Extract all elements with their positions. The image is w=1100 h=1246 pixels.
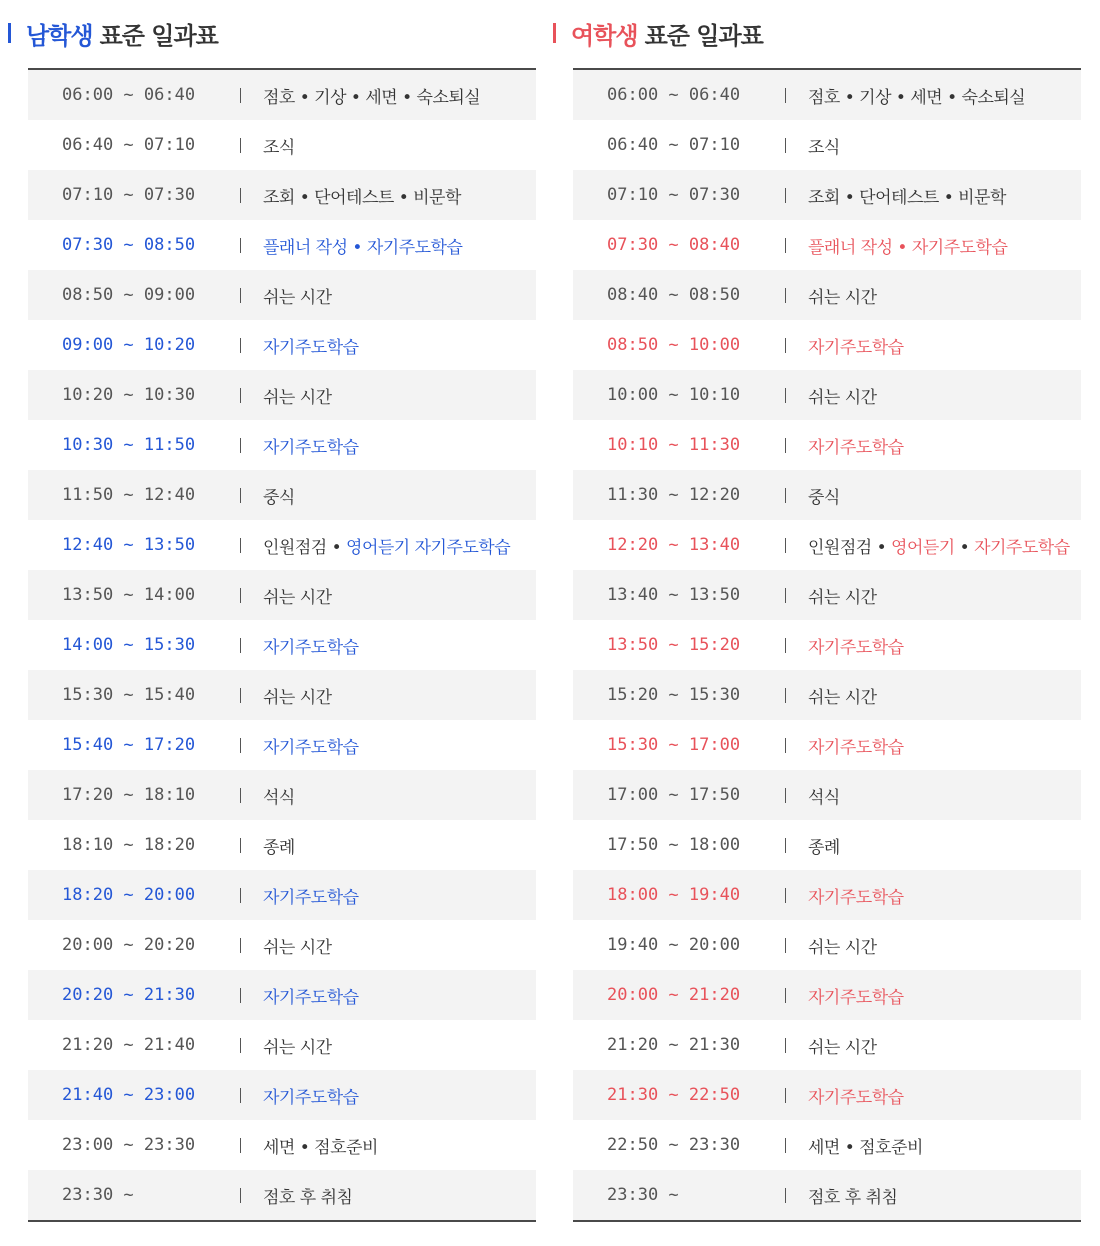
activity-text: 쉬는 시간 [263,387,332,408]
activity [808,783,840,808]
time-range: 17:50 ~ 18:00 [607,835,741,855]
female-schedule-row [573,670,1081,720]
male-schedule-row [28,420,536,470]
activity [263,783,295,808]
activity-text: 쉬는 시간 [808,687,877,708]
time-range: 12:40 ~ 13:50 [62,535,196,555]
activity [808,433,904,458]
activity [263,933,332,958]
activity-text: 쉬는 시간 [263,937,332,958]
column-divider [240,988,241,1003]
activity [808,133,840,158]
column-divider [240,1088,241,1103]
time-range: 14:00 ~ 15:30 [62,635,196,655]
time-range: 15:40 ~ 17:20 [62,735,196,755]
column-divider [785,88,786,103]
activity-text: 중식 [808,487,840,508]
male-schedule-table [28,68,536,1222]
female-schedule-row [573,870,1081,920]
column-divider [785,438,786,453]
column-divider [240,1138,241,1153]
activity [263,683,332,708]
female-schedule-row [573,620,1081,670]
female-schedule-title [553,15,763,51]
female-schedule-row [573,820,1081,870]
column-divider [240,838,241,853]
male-schedule-row [28,920,536,970]
activity-text: 종례 [808,837,840,858]
activity [808,333,904,358]
female-schedule-row [573,1120,1081,1170]
time-range: 18:20 ~ 20:00 [62,885,196,905]
activity-text: 자기주도학습 [808,987,904,1008]
activity-text: 점호 후 취침 [263,1187,353,1208]
activity [263,1133,378,1158]
activity [808,533,1070,558]
female-schedule-row [573,270,1081,320]
activity [808,1083,904,1108]
time-range: 20:00 ~ 21:20 [607,985,741,1005]
time-range: 07:10 ~ 07:30 [62,185,196,205]
activity [808,483,840,508]
activity [808,633,904,658]
time-range: 17:00 ~ 17:50 [607,785,741,805]
male-schedule-row [28,1170,536,1220]
time-range: 06:00 ~ 06:40 [62,85,196,105]
activity-text: 석식 [263,787,295,808]
male-schedule-row [28,670,536,720]
female-schedule-row [573,570,1081,620]
activity-text: 자기주도학습 [263,737,359,758]
activity-text: 쉬는 시간 [263,587,332,608]
time-range: 11:50 ~ 12:40 [62,485,196,505]
activity-text: 점호 • 기상 • 세면 • 숙소퇴실 [263,87,481,108]
male-schedule-row [28,870,536,920]
column-divider [785,588,786,603]
activity [808,583,877,608]
column-divider [240,88,241,103]
female-schedule-row [573,220,1081,270]
time-range: 21:30 ~ 22:50 [607,1085,741,1105]
activity-text: 조회 • 단어테스트 • 비문학 [263,187,461,208]
activity-text: 쉬는 시간 [263,687,332,708]
male-schedule-row [28,770,536,820]
activity-text: 조회 • 단어테스트 • 비문학 [808,187,1006,208]
female-schedule-row [573,420,1081,470]
column-divider [785,888,786,903]
activity [263,433,359,458]
activity-text: 자기주도학습 [808,887,904,908]
column-divider [785,938,786,953]
male-schedule-row [28,320,536,370]
male-schedule-row [28,970,536,1020]
time-range: 06:40 ~ 07:10 [607,135,741,155]
male-schedule-title [8,15,218,51]
time-range: 21:20 ~ 21:30 [607,1035,741,1055]
activity-text: 쉬는 시간 [808,937,877,958]
female-schedule-row [573,1020,1081,1070]
activity [263,233,462,258]
activity-text: 쉬는 시간 [808,1037,877,1058]
female-schedule-row [573,370,1081,420]
female-title-rest: 표준 일과표 [644,21,763,50]
activity-text: 자기주도학습 [263,637,359,658]
activity [263,1183,352,1208]
activity [808,1033,877,1058]
female-schedule-row [573,720,1081,770]
column-divider [240,788,241,803]
activity [808,383,877,408]
activity [263,333,359,358]
time-range: 13:50 ~ 15:20 [607,635,741,655]
column-divider [785,1138,786,1153]
column-divider [785,488,786,503]
activity-prefix: 인원점검 • [263,537,347,558]
activity-text: 조식 [808,137,840,158]
activity-text: 석식 [808,787,840,808]
time-range: 18:00 ~ 19:40 [607,885,741,905]
column-divider [785,1038,786,1053]
activity-text: 쉬는 시간 [263,1037,332,1058]
female-schedule-row [573,470,1081,520]
activity [263,583,332,608]
male-schedule-row [28,470,536,520]
column-divider [240,238,241,253]
activity [808,233,1007,258]
column-divider [240,288,241,303]
female-schedule-row [573,170,1081,220]
activity [263,83,480,108]
column-divider [240,688,241,703]
column-divider [785,988,786,1003]
female-schedule-row [573,120,1081,170]
time-range: 19:40 ~ 20:00 [607,935,741,955]
time-range: 20:20 ~ 21:30 [62,985,196,1005]
activity [263,633,359,658]
time-range: 11:30 ~ 12:20 [607,485,741,505]
activity-text: 중식 [263,487,295,508]
column-divider [240,388,241,403]
activity-text: 자기주도학습 [808,737,904,758]
time-range: 23:00 ~ 23:30 [62,1135,196,1155]
female-schedule-row [573,70,1081,120]
column-divider [240,1188,241,1203]
male-schedule-row [28,170,536,220]
column-divider [240,438,241,453]
activity [263,383,332,408]
time-range: 18:10 ~ 18:20 [62,835,196,855]
female-schedule-row [573,320,1081,370]
activity-text: 자기주도학습 [263,337,359,358]
female-schedule-row [573,1070,1081,1120]
activity-text: 영어듣기 자기주도학습 [346,537,511,558]
column-divider [785,138,786,153]
column-divider [240,138,241,153]
activity [808,833,840,858]
column-divider [785,638,786,653]
male-schedule-row [28,520,536,570]
activity-text: 플래너 작성 • 자기주도학습 [263,237,463,258]
column-divider [785,838,786,853]
time-range: 23:30 ~ [607,1185,679,1205]
activity [263,133,295,158]
time-range: 21:40 ~ 23:00 [62,1085,196,1105]
time-range: 20:00 ~ 20:20 [62,935,196,955]
activity-text: 자기주도학습 [263,987,359,1008]
activity-text: 자기주도학습 [263,887,359,908]
female-schedule-row [573,920,1081,970]
female-schedule-row [573,1170,1081,1220]
column-divider [785,288,786,303]
column-divider [785,338,786,353]
activity-text: 자기주도학습 [808,337,904,358]
column-divider [240,588,241,603]
activity-text: 쉬는 시간 [263,287,332,308]
column-divider [240,488,241,503]
column-divider [240,888,241,903]
column-divider [785,1188,786,1203]
activity [263,183,461,208]
female-schedule-row [573,970,1081,1020]
activity [263,283,332,308]
time-range: 08:50 ~ 10:00 [607,335,741,355]
activity-text: 자기주도학습 [808,637,904,658]
activity-suffix: 자기주도학습 [974,537,1070,558]
activity [808,883,904,908]
activity-text: 자기주도학습 [808,1087,904,1108]
time-range: 13:40 ~ 13:50 [607,585,741,605]
female-schedule-row [573,770,1081,820]
activity [263,1033,332,1058]
activity [808,83,1025,108]
time-range: 21:20 ~ 21:40 [62,1035,196,1055]
activity-text: 자기주도학습 [263,437,359,458]
male-schedule-row [28,370,536,420]
male-schedule-row [28,720,536,770]
activity [263,1083,359,1108]
activity-text: 쉬는 시간 [808,587,877,608]
activity [808,983,904,1008]
activity [263,483,295,508]
time-range: 10:10 ~ 11:30 [607,435,741,455]
column-divider [785,538,786,553]
activity-text: 세면 • 점호준비 [808,1137,923,1158]
time-range: 13:50 ~ 14:00 [62,585,196,605]
activity [263,883,359,908]
female-schedule-row [573,520,1081,570]
male-schedule-row [28,120,536,170]
time-range: 09:00 ~ 10:20 [62,335,196,355]
activity [808,183,1006,208]
time-range: 17:20 ~ 18:10 [62,785,196,805]
time-range: 22:50 ~ 23:30 [607,1135,741,1155]
column-divider [785,688,786,703]
time-range: 10:30 ~ 11:50 [62,435,196,455]
male-schedule-row [28,1020,536,1070]
activity-text: 쉬는 시간 [808,287,877,308]
activity [263,733,359,758]
column-divider [785,188,786,203]
column-divider [240,538,241,553]
activity-text: 세면 • 점호준비 [263,1137,378,1158]
activity-text: 점호 • 기상 • 세면 • 숙소퇴실 [808,87,1026,108]
column-divider [240,338,241,353]
activity-text: 영어듣기 [891,537,955,558]
time-range: 23:30 ~ [62,1185,134,1205]
activity-text: 종례 [263,837,295,858]
male-schedule-row [28,570,536,620]
time-range: 06:00 ~ 06:40 [607,85,741,105]
column-divider [785,1088,786,1103]
male-schedule-row [28,70,536,120]
male-title-bar [8,23,11,43]
activity [808,1183,897,1208]
male-schedule-row [28,220,536,270]
time-range: 08:40 ~ 08:50 [607,285,741,305]
time-range: 15:30 ~ 17:00 [607,735,741,755]
column-divider [785,388,786,403]
activity-text: 조식 [263,137,295,158]
male-schedule-row [28,1120,536,1170]
male-schedule-row [28,270,536,320]
activity [808,933,877,958]
time-range: 07:30 ~ 08:50 [62,235,196,255]
column-divider [785,738,786,753]
activity-text: 자기주도학습 [263,1087,359,1108]
female-title-bar [553,23,556,43]
female-title-accent: 여학생 [571,21,638,50]
activity-prefix: 인원점검 • [808,537,892,558]
time-range: 10:20 ~ 10:30 [62,385,196,405]
time-range: 10:00 ~ 10:10 [607,385,741,405]
time-range: 06:40 ~ 07:10 [62,135,196,155]
time-range: 08:50 ~ 09:00 [62,285,196,305]
column-divider [240,188,241,203]
time-range: 15:30 ~ 15:40 [62,685,196,705]
column-divider [240,1038,241,1053]
column-divider [240,938,241,953]
male-title-rest: 표준 일과표 [99,21,218,50]
activity-text: 자기주도학습 [808,437,904,458]
activity-text: 점호 후 취침 [808,1187,898,1208]
activity [263,983,359,1008]
column-divider [240,738,241,753]
time-range: 15:20 ~ 15:30 [607,685,741,705]
activity [808,283,877,308]
activity [808,1133,923,1158]
female-schedule-table [573,68,1081,1222]
activity-mid: • [954,537,975,558]
activity [808,733,904,758]
column-divider [785,788,786,803]
column-divider [785,238,786,253]
activity-text: 쉬는 시간 [808,387,877,408]
activity [808,683,877,708]
activity-text: 플래너 작성 • 자기주도학습 [808,237,1008,258]
time-range: 12:20 ~ 13:40 [607,535,741,555]
time-range: 07:10 ~ 07:30 [607,185,741,205]
male-schedule-row [28,820,536,870]
activity [263,533,510,558]
male-schedule-row [28,620,536,670]
column-divider [240,638,241,653]
male-title-accent: 남학생 [26,21,93,50]
activity [263,833,295,858]
time-range: 07:30 ~ 08:40 [607,235,741,255]
male-schedule-row [28,1070,536,1120]
